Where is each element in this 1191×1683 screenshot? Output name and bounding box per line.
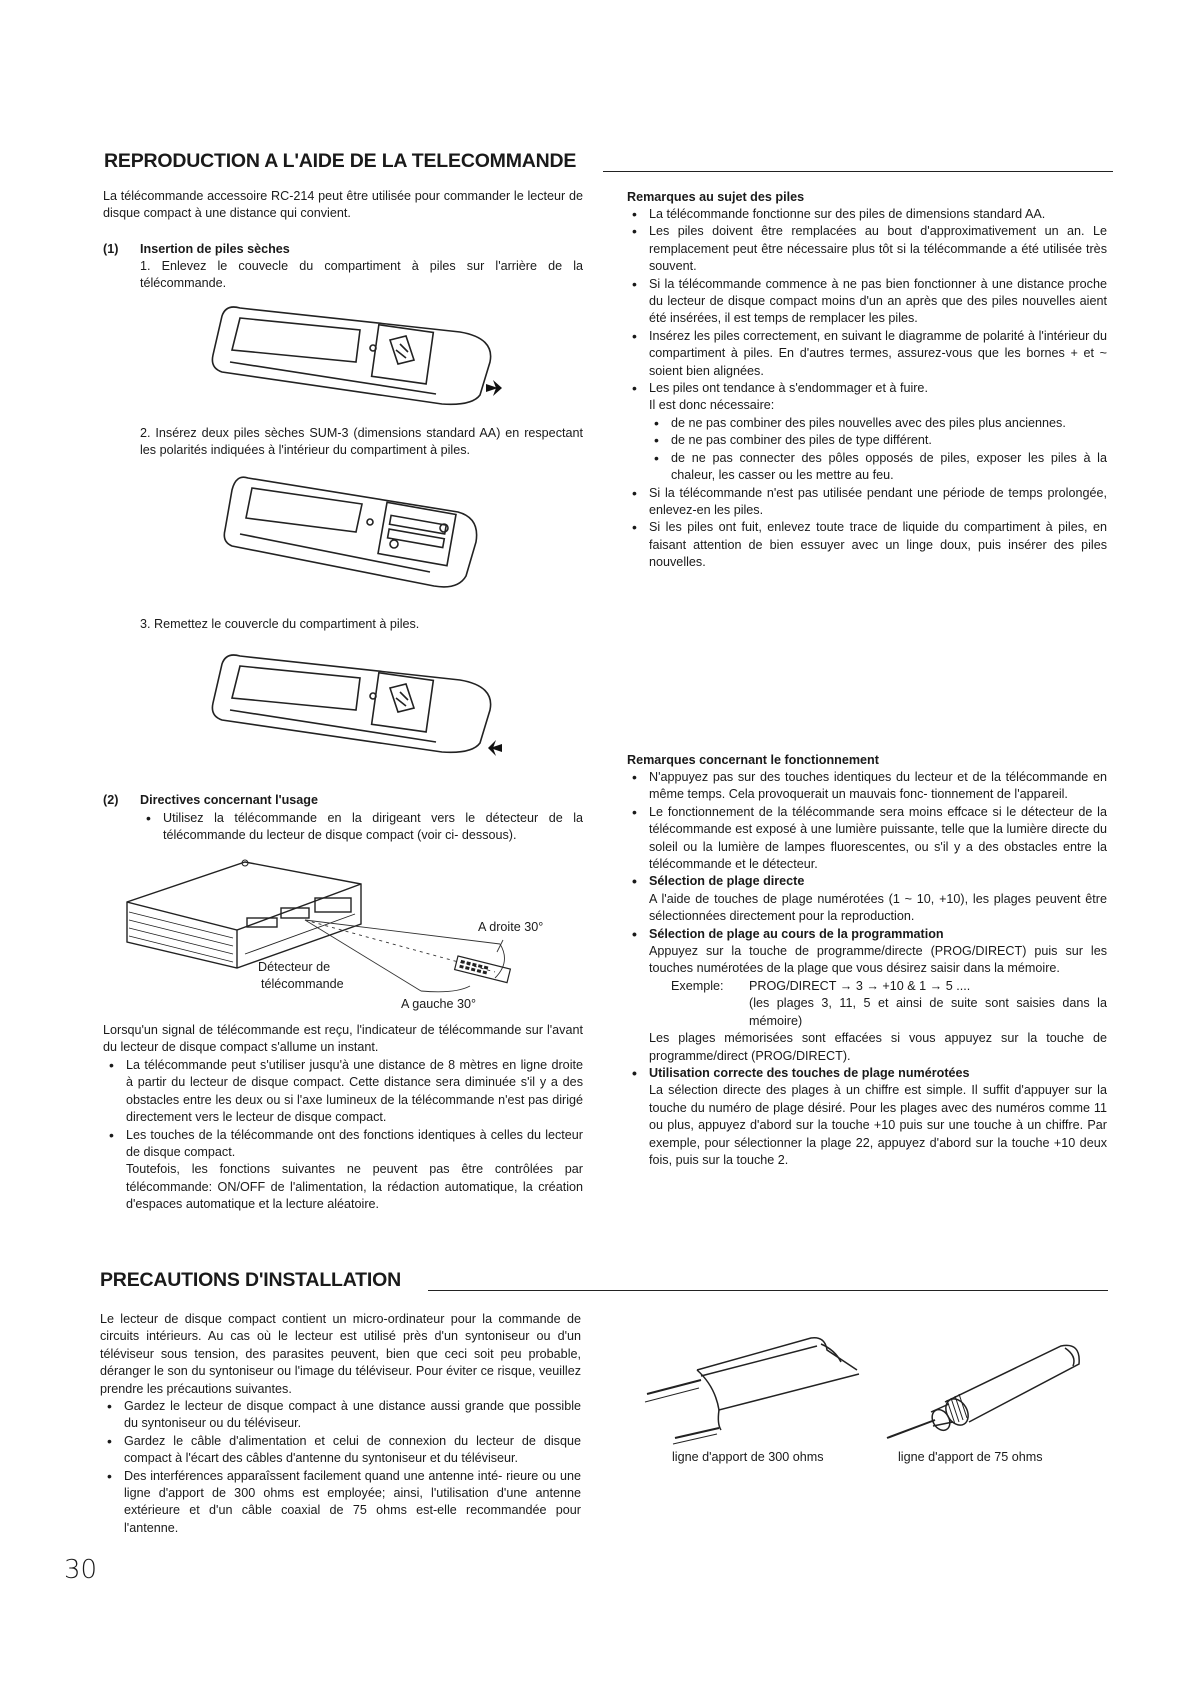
example-label: Exemple: — [671, 978, 724, 993]
left-angle-label: A gauche 30° — [401, 997, 477, 1011]
battery-note-6: • Si la télécommande n'est pas utilisée pendant une période de temps prolongée, enlevez-en les piles. — [649, 485, 1107, 520]
remote-range-list — [126, 1057, 583, 1214]
battery-note-3: • Si la télécommande commence à ne pas bien fonctionner à une distance proche du lecteur de disque compact moins d'un an après que des piles nouvelles aient été insérées, il est temps de remplacer les piles. — [649, 276, 1107, 328]
operation-note-2: • Le fonctionnement de la télécommande sera moins effcace si le détecteur de la télécommande est exposé à une lumière puissante, telle que la lumière directe du soleil ou la lumière de lampes fluorescentes, ou s'il y a des obstacles entre la télécommande et le détecteur. — [649, 804, 1107, 874]
caption-300-ohm: ligne d'apport de 300 ohms — [672, 1450, 824, 1464]
installation-intro: Le lecteur de disque compact contient un micro-ordinateur pour la commande de circuits intérieurs. Au cas où le lecteur est utilisé près d'un syntoniseur ou d'un téléviseur sous tension, des parasites peuvent, bien que ceci soit peu probable, déranger le son du syntoniseur ou l'image du téléviseur. Pour éviter ce risque, veuillez prendre les précautions suivantes. — [100, 1312, 581, 1396]
remote-cover-removed-illustration — [210, 300, 510, 415]
operation-notes-title: Remarques concernant le fonctionnement — [627, 753, 879, 767]
battery-subnote-3: • de ne pas connecter des pôles opposés de piles, exposer les piles à la chaleur, les casser ou les mettre au feu. — [671, 450, 1107, 485]
subsection-number-2: (2) — [103, 793, 119, 807]
usage-bullet: • Utilisez la télécommande en la dirigeant vers le détecteur de la télécommande du lecteur de disque compact (voir ci- dessous). — [163, 810, 583, 845]
erase-text: Les plages mémorisées sont effacées si vous appuyez sur la touche de programme/direct (PROG/DIRECT). — [649, 1031, 1107, 1063]
coaxial-cable-75-ohm-illustration — [885, 1342, 1085, 1442]
remote-battery-insert-illustration — [222, 472, 492, 594]
step-1 — [140, 258, 583, 293]
step-2-text: 2. Insérez deux piles sèches SUM-3 (dimensions standard AA) en respectant les polarités indiquées à l'intérieur du compartiment à piles. — [140, 426, 583, 458]
subsection-title-usage: Directives concernant l'usage — [140, 793, 318, 807]
keys-note: Toutefois, les fonctions suivantes ne peuvent pas être contrôlées par télécommande: ON/OFF de l'alimentation, la rédaction automatique, la création d'espaces automatique et la lecture aléatoire. — [126, 1162, 583, 1212]
example-sequence: PROG/DIRECT → 3 → +10 & 1 → 5 .... — [749, 978, 971, 993]
installation-list — [124, 1398, 581, 1537]
battery-notes-title: Remarques au sujet des piles — [627, 190, 805, 204]
numbered-keys-text: La sélection directe des plages à un chiffre est simple. Il suffit d'appuyer sur la touche du numéro de plage désiré. Pour les plages avec des numéros comme 11 ou plus, appuyez d'abord sur la touche +10 puis sur une touche à un chiffre. Par exemple, pour sélectionner la plage 22, appuyez d'abord sur la touche +10 deux fois, puis sur la touche 2. — [649, 1083, 1107, 1167]
ribbon-cable-300-ohm-illustration — [645, 1332, 865, 1442]
section-title-remote: REPRODUCTION A L'AIDE DE LA TELECOMMANDE — [104, 150, 577, 172]
battery-note-5-lead: Il est donc nécessaire: — [649, 398, 775, 413]
range-bullet: • La télécommande peut s'utiliser jusqu'à une distance de 8 mètres en ligne droite à partir du lecteur de disque compact. Cette distance sera diminuée s'il y a des obstacles entre les deux ou si l'axe lumineux de la télécommande n'est pas dirigé directement vers le lecteur de disque compact. — [126, 1057, 583, 1127]
program-selection-text: Appuyez sur la touche de programme/directe (PROG/DIRECT) puis sur les touches numérotées de la plage que vous désirez saisir dans la mémoire. — [649, 944, 1107, 976]
keys-bullet: • Les touches de la télécommande ont des fonctions identiques à celles du lecteur de disque compact. — [126, 1127, 583, 1162]
detector-label-line2: télécommande — [261, 977, 344, 991]
caption-75-ohm: ligne d'apport de 75 ohms — [898, 1450, 1043, 1464]
remote-intro: La télécommande accessoire RC-214 peut être utilisée pour commander le lecteur de disque compact à une distance qui convient. — [103, 189, 583, 221]
battery-subnote-2: • de ne pas combiner des piles de type différent. — [671, 432, 1107, 449]
operation-notes-list — [649, 769, 1107, 1169]
battery-note-5: • Les piles ont tendance à s'endommager et à fuire. — [649, 380, 1107, 397]
battery-notes-list — [649, 206, 1107, 572]
step-3 — [140, 616, 419, 633]
program-selection-title: • Sélection de plage au cours de la programmation — [649, 926, 1107, 943]
installation-bullet-3: • Des interférences apparaîssent facilement quand une antenne inté- rieure ou une ligne d'apport de 300 ohms est employée; ainsi, l'utilisation d'une antenne extérieure et d'un câble coaxial de 75 ohms est-elle recommandée pour l'antenne. — [124, 1468, 581, 1538]
signal-paragraph: Lorsqu'un signal de télécommande est reçu, l'indicateur de télécommande sur l'avant du lecteur de disque compact s'allume un instant. — [103, 1023, 583, 1055]
battery-note-1: • La télécommande fonctionne sur des piles de dimensions standard AA. — [649, 206, 1107, 223]
direct-selection-title: • Sélection de plage directe — [649, 873, 1107, 890]
installation-bullet-1: • Gardez le lecteur de disque compact à une distance aussi grande que possible du syntoniseur ou du téléviseur. — [124, 1398, 581, 1433]
direct-selection-text: A l'aide de touches de plage numérotées (1 ~ 10, +10), les plages peuvent être sélectionnées directement pour la reproduction. — [649, 891, 1107, 924]
step-3-text: 3. Remettez le couvercle du compartiment à piles. — [140, 617, 420, 631]
operation-note-1: • N'appuyez pas sur des touches identiques du lecteur et de la télécommande en même temps. Cela provoquerait un mauvais fonc- tionnement de l'appareil. — [649, 769, 1107, 804]
battery-subnote-1: • de ne pas combiner des piles nouvelles avec des piles plus anciennes. — [671, 415, 1107, 432]
subsection-title-batteries: Insertion de piles sèches — [140, 242, 290, 256]
battery-note-7: • Si les piles ont fuit, enlevez toute trace de liquide du compartiment à piles, en faisant attention de bien essuyer avec un linge doux, puis insérer des piles nouvelles. — [649, 519, 1107, 571]
battery-note-2: • Les piles doivent être remplacées au bout d'approximativement un an. Le remplacement peut être nécessaire plus tôt si la télécommande a été utilisée très souvent. — [649, 223, 1107, 275]
installation-title-rule — [428, 1290, 1108, 1291]
step-1-text: 1. Enlevez le couvecle du compartiment à piles sur l'arrière de la télécommande. — [140, 259, 583, 291]
usage-list — [163, 810, 583, 845]
detector-label-line1: Détecteur de — [258, 960, 331, 974]
right-angle-label: A droite 30° — [478, 920, 544, 934]
numbered-keys-title: • Utilisation correcte des touches de plage numérotées — [649, 1065, 1107, 1082]
example-note: (les plages 3, 11, 5 et ainsi de suite sont saisies dans la mémoire) — [749, 996, 1107, 1028]
subsection-number-1: (1) — [103, 242, 119, 256]
example-row — [649, 978, 1107, 995]
page-number: 30 — [64, 1555, 98, 1585]
battery-note-4: • Insérez les piles correctement, en suivant le diagramme de polarité à l'intérieur du compartiment à piles. En d'autres termes, assurez-vous que les bornes + et ~ soient bien alignées. — [649, 328, 1107, 380]
title-rule — [603, 171, 1113, 172]
step-2 — [140, 425, 583, 460]
battery-sublist — [649, 415, 1107, 485]
remote-cover-replaced-illustration — [210, 648, 510, 766]
installation-bullet-2: • Gardez le câble d'alimentation et celui de connexion du lecteur de disque compact à l'écart des câbles d'antenne du syntoniseur et du téléviseur. — [124, 1433, 581, 1468]
section-title-installation: PRECAUTIONS D'INSTALLATION — [100, 1269, 401, 1291]
